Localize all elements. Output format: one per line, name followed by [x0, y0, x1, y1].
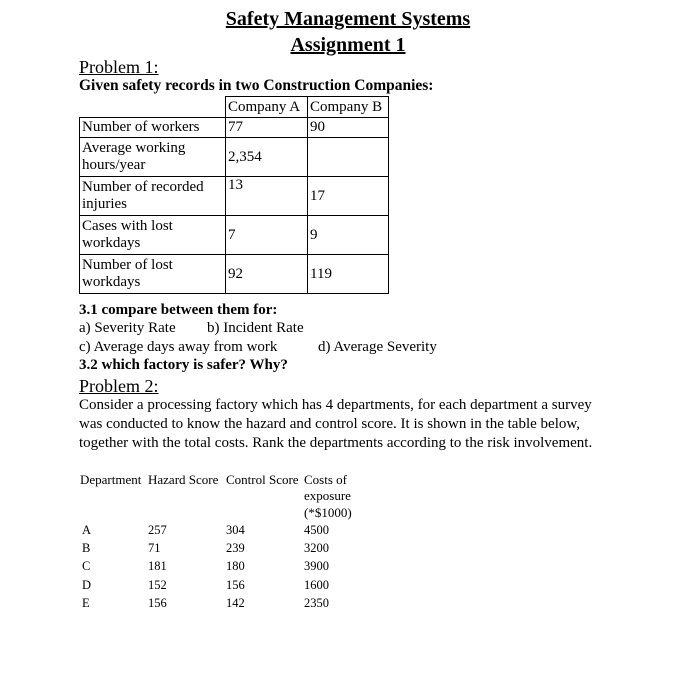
cell-company-b: 90 — [308, 118, 389, 138]
cell-company-a: 77 — [226, 118, 308, 138]
cost-cell: 3900 — [304, 559, 329, 573]
table-row — [80, 216, 389, 255]
cell-company-a: 7 — [226, 216, 308, 255]
question-3-1-d: d) Average Severity — [318, 339, 437, 355]
row-label: Number of workers — [80, 118, 226, 138]
question-3-2: 3.2 which factory is safer? Why? — [79, 357, 288, 373]
column-header-cost: (*$1000) — [304, 505, 352, 520]
hazard-cell: 181 — [148, 559, 167, 573]
cell-company-b: 119 — [308, 255, 389, 294]
table-corner-cell — [80, 97, 226, 118]
hazard-cell: 152 — [148, 578, 167, 592]
cell-company-b — [308, 138, 389, 177]
question-3-1: 3.1 compare between them for: — [79, 302, 278, 318]
column-header-hazard: Hazard Score — [148, 472, 219, 487]
cost-cell: 4500 — [304, 523, 329, 537]
cell-company-b: 17 — [308, 177, 389, 216]
hazard-cell: 71 — [148, 541, 161, 555]
table-row — [80, 255, 389, 294]
dept-cell: E — [82, 596, 90, 610]
cell-company-a: 92 — [226, 255, 308, 294]
cost-cell: 1600 — [304, 578, 329, 592]
table-header-row — [80, 97, 389, 118]
column-header-cost: Costs of — [304, 472, 347, 487]
column-header-company-b: Company B — [308, 97, 389, 118]
table-row — [80, 118, 389, 138]
control-cell: 180 — [226, 559, 245, 573]
control-cell: 142 — [226, 596, 245, 610]
column-header-control: Control Score — [226, 472, 299, 487]
problem2-paragraph: Consider a processing factory which has 4 departments, for each department a survey was conducted to know the hazard and control score. It is shown in the table below, together with the total costs. Rank the departments according to the risk involvement. — [79, 397, 593, 451]
control-cell: 156 — [226, 578, 245, 592]
problem1-heading: Problem 1: — [79, 57, 159, 77]
cell-company-a: 13 — [226, 177, 308, 216]
row-label: Number of recorded injuries — [80, 177, 226, 216]
problem2-heading: Problem 2: — [79, 376, 159, 396]
column-header-company-a: Company A — [226, 97, 308, 118]
column-header-department: Department — [80, 472, 142, 487]
safety-records-table — [79, 96, 389, 294]
control-cell: 239 — [226, 541, 245, 555]
question-3-1-c: c) Average days away from work — [79, 339, 278, 355]
document-title: Safety Management Systems — [225, 8, 471, 30]
dept-cell: D — [82, 578, 92, 592]
cost-cell: 3200 — [304, 541, 329, 555]
row-label: Number of lost workdays — [80, 255, 226, 294]
problem1-subheading: Given safety records in two Construction Companies: — [79, 77, 434, 94]
document-subtitle: Assignment 1 — [290, 34, 406, 56]
table-row — [80, 138, 389, 177]
row-label: Cases with lost workdays — [80, 216, 226, 255]
dept-cell: A — [82, 523, 92, 537]
cell-company-b: 9 — [308, 216, 389, 255]
hazard-cell: 257 — [148, 523, 167, 537]
control-cell: 304 — [226, 523, 245, 537]
dept-cell: C — [82, 559, 91, 573]
question-3-1-b: b) Incident Rate — [207, 320, 304, 336]
cell-company-a: 2,354 — [226, 138, 308, 177]
column-header-cost: exposure — [304, 488, 351, 503]
row-label: Average working hours/year — [80, 138, 226, 177]
question-3-1-a: a) Severity Rate — [79, 320, 176, 336]
dept-cell: B — [82, 541, 91, 555]
hazard-cell: 156 — [148, 596, 167, 610]
table-row — [80, 177, 389, 216]
cost-cell: 2350 — [304, 596, 329, 610]
